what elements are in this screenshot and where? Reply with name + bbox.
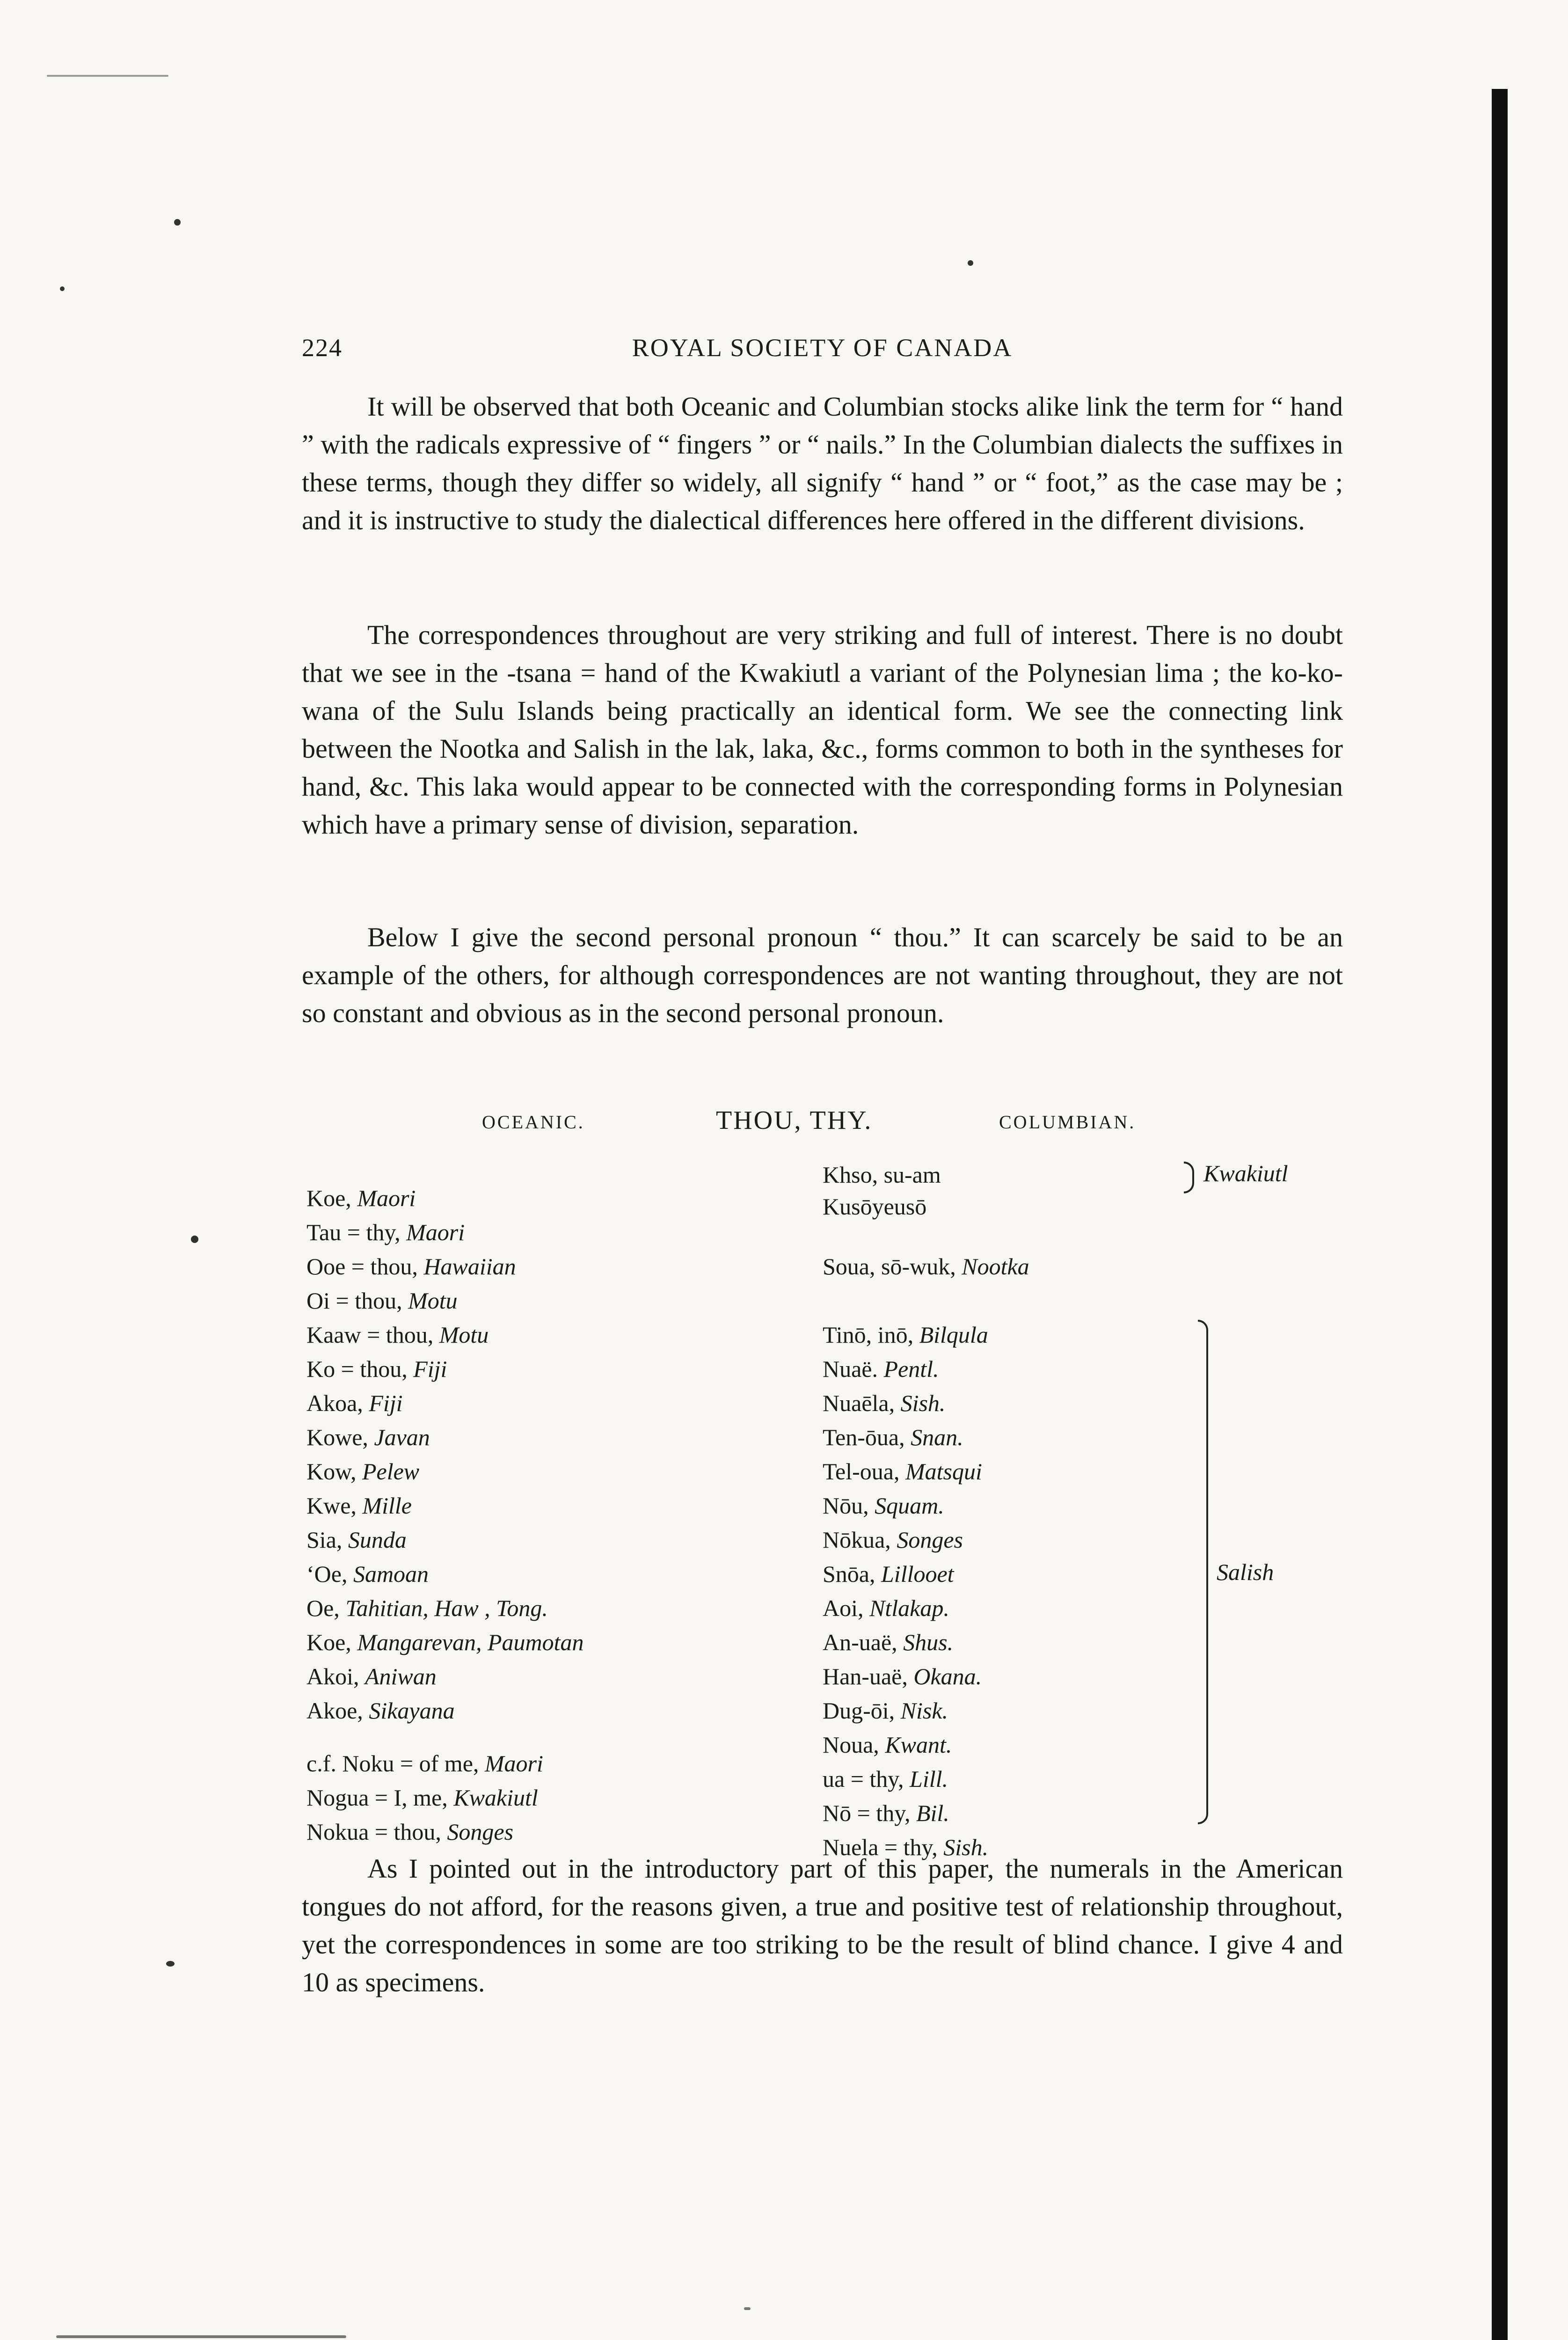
word-form: Dug-ōi, [823, 1697, 901, 1724]
scan-noise [744, 2307, 751, 2310]
paragraph-correspondences [302, 616, 1343, 843]
table-row [823, 1594, 949, 1622]
word-form: Tau = thy, [306, 1219, 407, 1245]
language-name: Tahitian, Haw , Tong. [345, 1595, 548, 1621]
table-row [306, 1355, 447, 1383]
oceanic-heading: OCEANIC. [482, 1112, 585, 1133]
table-row [823, 1355, 939, 1383]
table-row [823, 1560, 954, 1588]
table-row [823, 1492, 944, 1520]
language-name: Nisk. [900, 1697, 948, 1724]
paragraph-second-pronoun [302, 918, 1343, 1032]
paragraph-text: It will be observed that both Oceanic and Columbian stocks alike link the term for “ hand ” with the radicals expressive of “ fingers ” or “ nails.” In the Columbian dialects the suffixes in these terms, though they differ so widely, all signify “ hand ” or “ foot,” as the case may be ; and it is instructive to study the dialectical differences here offered in the different divisions. [302, 391, 1343, 535]
running-title: ROYAL SOCIETY OF CANADA [632, 334, 1013, 362]
table-row [306, 1457, 419, 1485]
language-name: Pelew [362, 1458, 420, 1484]
language-name: Bilqula [919, 1322, 988, 1348]
table-row [306, 1662, 437, 1690]
ink-speck [60, 286, 65, 291]
word-form: Han-uaë, [823, 1663, 914, 1689]
paragraph-text: Below I give the second personal pronoun “ thou.” It can scarcely be said to be an example of the others, for although correspondences are not wanting throughout, they are not so constant and obvious as in the second personal pronoun. [302, 922, 1343, 1028]
table-row [306, 1628, 584, 1656]
word-form: Soua, sō-wuk, [823, 1253, 962, 1280]
word-form: c.f. Noku = of me, [306, 1750, 485, 1777]
columbian-heading: COLUMBIAN. [999, 1112, 1136, 1133]
language-name: Okana. [913, 1663, 982, 1689]
language-name: Sish. [900, 1390, 946, 1416]
word-form: Kowe, [306, 1424, 374, 1450]
page-header [302, 333, 1343, 375]
language-name: Sikayana [369, 1697, 455, 1724]
language-name: Aniwan [365, 1663, 437, 1689]
word-form: Aoi, [823, 1595, 869, 1621]
word-form: Kow, [306, 1458, 362, 1484]
word-form: Ten-ōua, [823, 1424, 911, 1450]
word-form: ‘Oe, [306, 1561, 353, 1587]
table-row [306, 1287, 458, 1315]
word-form: Oe, [306, 1595, 346, 1621]
language-name: Hawaiian [423, 1253, 516, 1280]
word-form: Kaaw = thou, [306, 1322, 439, 1348]
word-form: Nōu, [823, 1492, 875, 1519]
table-row [306, 1252, 516, 1280]
table-row [306, 1526, 407, 1554]
table-row [823, 1321, 988, 1349]
scan-noise [56, 2335, 346, 2338]
language-name: Pentl. [883, 1356, 939, 1382]
language-name: Nootka [962, 1253, 1029, 1280]
brace-salish [1198, 1320, 1208, 1824]
table-row [823, 1628, 953, 1656]
language-name: Squam. [875, 1492, 944, 1519]
language-name: Mangarevan, Paumotan [357, 1629, 584, 1655]
word-form: Nuaë. [823, 1356, 884, 1382]
language-name: Lillooet [881, 1561, 954, 1587]
table-row [306, 1594, 548, 1622]
page-edge-bar [1492, 89, 1508, 2340]
table-row [306, 1696, 455, 1725]
word-form: Koe, [306, 1185, 357, 1211]
language-name: Maori [357, 1185, 416, 1211]
word-form: Snōa, [823, 1561, 881, 1587]
language-name: Songes [447, 1819, 514, 1845]
word-form: Akoi, [306, 1663, 365, 1689]
language-name: Fiji [369, 1390, 403, 1416]
word-form: Khso, su-am [823, 1162, 941, 1188]
word-form: Nogua = I, me, [306, 1784, 454, 1811]
word-form: Nōkua, [823, 1527, 897, 1553]
language-name: Kwant. [885, 1732, 952, 1758]
language-name: Songes [897, 1527, 963, 1553]
language-name: Maori [406, 1219, 465, 1245]
language-name: Matsqui [905, 1458, 982, 1484]
table-row [306, 1749, 543, 1777]
ink-speck [968, 260, 973, 266]
scan-noise [47, 75, 168, 77]
word-form: Nokua = thou, [306, 1819, 447, 1845]
table-row [306, 1321, 489, 1349]
table-row [823, 1526, 963, 1554]
table-heading [302, 1105, 1343, 1143]
table-row [306, 1560, 429, 1588]
word-form: Nuaēla, [823, 1390, 901, 1416]
brace-kwakiutl [1184, 1162, 1194, 1193]
table-row [823, 1457, 982, 1485]
word-form: Noua, [823, 1732, 885, 1758]
language-name: Fiji [413, 1356, 447, 1382]
table-row [823, 1389, 945, 1417]
language-name: Motu [408, 1287, 458, 1314]
table-row [823, 1799, 949, 1827]
language-name: Kwakiutl [453, 1784, 538, 1811]
word-form: Kusōyeusō [823, 1193, 927, 1220]
language-name: Snan. [911, 1424, 963, 1450]
paragraph-text: As I pointed out in the introductory part of this paper, the numerals in the American tongues do not afford, for the reasons given, a true and positive test of relationship throughout, yet the correspondences in some are too striking to be the result of blind chance. I give 4 and 10 as specimens. [302, 1853, 1343, 1997]
paragraph-text: The correspondences throughout are very striking and full of interest. There is no doubt that we see in the -tsana = hand of the Kwakiutl a variant of the Polynesian lima ; the ko-ko-wana of the Sulu Islands being practically an identical form. We see the connecting link between the Nootka and Salish in the lak, laka, &c., forms common to both in the syntheses for hand, &c. This laka would appear to be connected with the corresponding forms in Polynesian which have a primary sense of division, separation. [302, 620, 1343, 840]
word-form: An-uaë, [823, 1629, 904, 1655]
brace-label-kwakiutl: Kwakiutl [1203, 1160, 1288, 1186]
table-title: THOU, THY. [716, 1106, 873, 1135]
table-row [306, 1389, 403, 1417]
word-form: Sia, [306, 1527, 348, 1553]
language-name: Sish. [943, 1834, 989, 1860]
table-row [306, 1492, 412, 1520]
table-row [306, 1818, 513, 1846]
table-row [306, 1423, 430, 1451]
table-row [823, 1765, 948, 1793]
table-row [306, 1184, 416, 1212]
word-form: Ko = thou, [306, 1356, 414, 1382]
word-form: Kwe, [306, 1492, 363, 1519]
ink-speck [166, 1961, 175, 1967]
word-form: Koe, [306, 1629, 357, 1655]
language-name: Bil. [916, 1800, 949, 1826]
page-number: 224 [302, 334, 343, 362]
word-form: Oi = thou, [306, 1287, 408, 1314]
table-row [823, 1696, 948, 1725]
table-row [823, 1662, 982, 1690]
word-form: Tinō, inō, [823, 1322, 919, 1348]
word-form: Nō = thy, [823, 1800, 916, 1826]
table-row [823, 1252, 1029, 1280]
table-row [306, 1784, 538, 1812]
word-form: Nuela = thy, [823, 1834, 944, 1860]
language-name: Javan [374, 1424, 430, 1450]
language-name: Sunda [348, 1527, 407, 1553]
ink-speck [174, 219, 181, 226]
word-form: ua = thy, [823, 1766, 910, 1792]
language-name: Maori [484, 1750, 543, 1777]
word-form: Akoe, [306, 1697, 369, 1724]
brace-label-salish: Salish [1217, 1559, 1274, 1585]
paragraph-hand-terms [302, 388, 1343, 539]
language-name: Motu [439, 1322, 489, 1348]
ink-speck [191, 1236, 198, 1243]
table-row [823, 1731, 952, 1759]
language-name: Samoan [353, 1561, 429, 1587]
language-name: Mille [362, 1492, 412, 1519]
table-row [823, 1423, 963, 1451]
table-row [823, 1192, 926, 1221]
language-name: Lill. [910, 1766, 948, 1792]
language-name: Shus. [903, 1629, 954, 1655]
word-form: Akoa, [306, 1390, 369, 1416]
word-form: Tel-oua, [823, 1458, 905, 1484]
table-row [306, 1218, 465, 1246]
table-row [823, 1161, 941, 1189]
language-name: Ntlakap. [869, 1595, 949, 1621]
paragraph-numerals [302, 1850, 1343, 2001]
word-form: Ooe = thou, [306, 1253, 424, 1280]
